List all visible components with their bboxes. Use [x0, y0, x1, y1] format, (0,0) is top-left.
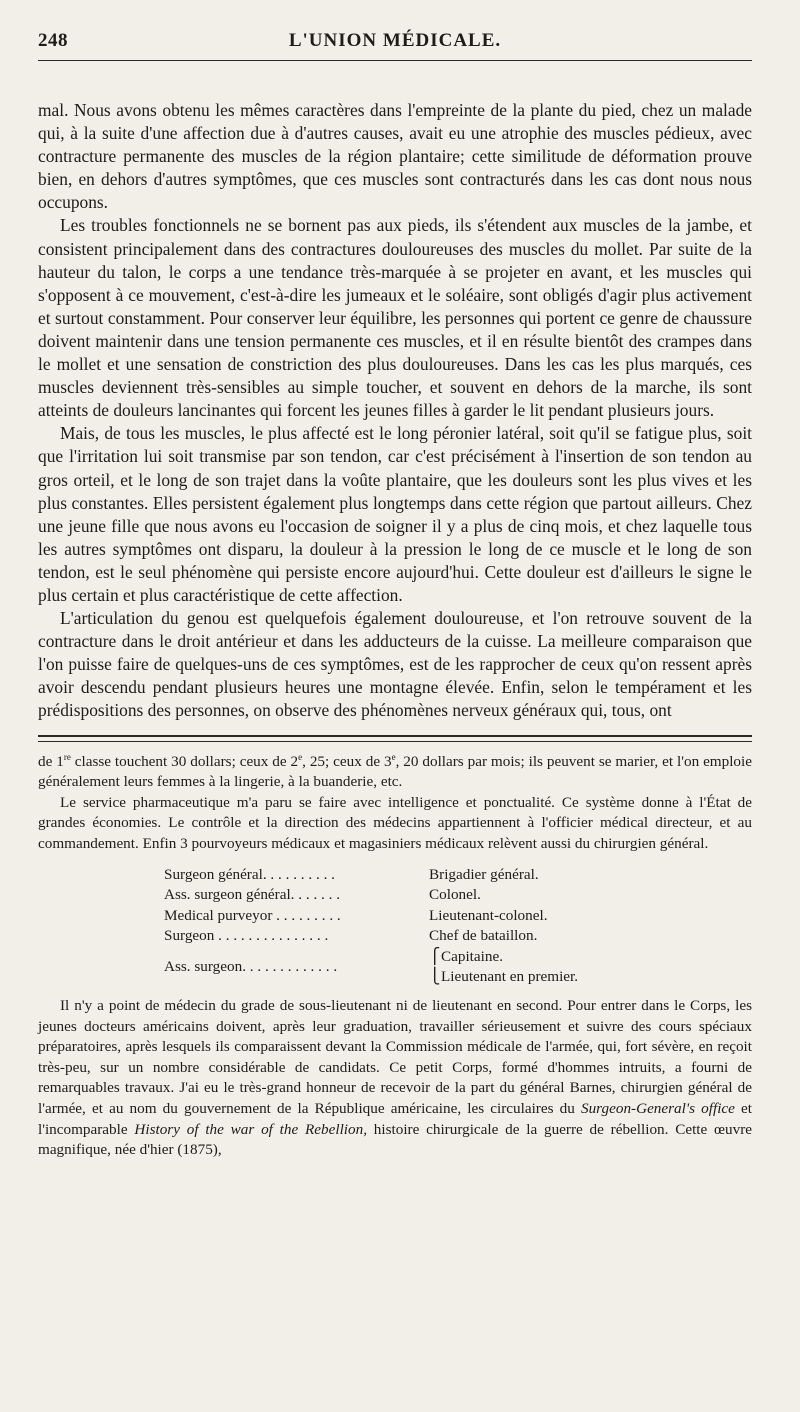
rank-row: [164, 865, 578, 886]
french-rank: Lieutenant-colonel.: [429, 906, 548, 924]
rank-row: [164, 947, 578, 988]
us-rank: Surgeon général. . . . . . . . . .: [164, 865, 335, 883]
french-rank: Colonel.: [429, 886, 481, 904]
rank-row: [164, 885, 578, 906]
rank-row: [164, 926, 578, 947]
ordinal-superscript: re: [63, 751, 71, 762]
footnote-text: , 20 dollars par mois; ils peuvent se marier, et l'on emploie généralement leurs femmes à la lingerie, à la buanderie, etc.: [38, 752, 752, 791]
us-rank: Ass. surgeon général. . . . . . .: [164, 886, 341, 904]
rank-row: [164, 906, 578, 927]
ordinal-superscript: e: [298, 751, 303, 762]
french-rank-pair: [429, 947, 578, 988]
footnote-paragraph: [38, 996, 752, 1161]
body-paragraph: Les troubles fonctionnels ne se bornent pas aux pieds, ils s'étendent aux muscles de la jambe, et consistent principalement dans des contractures douloureuses des muscles du mollet. Par suite de la hauteur du talon, le corps a une tendance très-marquée à se projeter en avant, et les muscles qui s'opposent à ce mouvement, c'est-à-dire les jumeaux et le soléaire, sont obligés d'agir plus activement et surtout constamment. Pour conserver leur équilibre, les personnes qui portent ce genre de chaussure doivent maintenir dans une tension permanente ces muscles, et il en résulte bientôt des crampes dans le mollet et une sensation de constriction des plus douloureuses. Dans les cas les plus marqués, ces muscles deviennent très-sensibles au simple toucher, et souvent en dehors de la marche, ils sont atteints de douleurs lancinantes qui forcent les jeunes filles à garder le lit pendant plusieurs jours.: [38, 215, 752, 421]
footnote-paragraph: Le service pharmaceutique m'a paru se faire avec intelligence et ponctualité. Ce système donne à l'État de grandes économies. Le contrôle et la direction des médecins appartiennent à l'officier médical directeur, et au commandement. Enfin 3 pourvoyeurs médicaux et magasiniers médicaux relèvent aussi du chirurgien général.: [38, 793, 752, 852]
footnote-text: de 1: [38, 752, 64, 770]
brace-glyph: ⎧: [429, 947, 441, 965]
footnote-text: histoire chirurgicale de la guerre de rébellion. Cette œuvre magnifique, née d'hier (1875),: [38, 1120, 752, 1159]
footnote-paragraph: [38, 752, 752, 793]
french-rank: Capitaine.: [441, 947, 503, 965]
main-body-text: [38, 99, 752, 723]
us-rank: Ass. surgeon. . . . . . . . . . . . .: [164, 957, 338, 975]
footnote-separator-rule: [38, 735, 752, 742]
body-paragraph: L'articulation du genou est quelquefois également douloureuse, et l'on retrouve souvent de la contracture dans le droit antérieur et dans les adducteurs de la cuisse. La meilleure comparaison que l'on puisse faire de quelques-uns de ces symptômes, est de les rapprocher de ceux qu'on ressent après avoir descendu pendant plusieurs heures une montagne élevée. Enfin, selon le tempérament et les prédispositions des personnes, on observe des phénomènes nerveux généraux qui, tous, ont: [38, 608, 752, 721]
page: [38, 26, 752, 1161]
italic-title: History of the war of the Rebellion,: [134, 1120, 367, 1138]
french-rank: Chef de bataillon.: [429, 927, 538, 945]
ordinal-superscript: e: [391, 751, 396, 762]
page-number: 248: [38, 30, 68, 51]
brace-glyph: ⎩: [429, 968, 441, 986]
french-rank: Lieutenant en premier.: [441, 968, 579, 986]
footnote-text: , 25; ceux de 3: [302, 752, 392, 770]
us-rank: Medical purveyor . . . . . . . . .: [164, 906, 341, 924]
journal-title: L'UNION MÉDICALE.: [288, 30, 502, 51]
rank-equivalence-table: [164, 865, 578, 989]
running-header: [38, 26, 752, 61]
french-rank: Brigadier général.: [429, 865, 539, 883]
footnote-text: classe touchent 30 dollars; ceux de 2: [70, 752, 299, 770]
footnote: [38, 752, 752, 1161]
body-paragraph: Mais, de tous les muscles, le plus affecté est le long péronier latéral, soit qu'il se fatigue plus, soit que l'irritation lui soit transmise par son tendon, car c'est précisément à l'insertion de son tendon au gros orteil, et le long de son trajet dans la voûte plantaire, que les douleurs sont les plus vives et les plus constantes. Elles persistent également plus longtemps dans cette région que partout ailleurs. Chez une jeune fille que nous avons eu l'occasion de soigner il y a plus de cinq mois, et chez laquelle tous les autres symptômes ont disparu, la douleur à la pression le long de ce muscle et le long de son tendon, est le seul phénomène qui persiste encore aujourd'hui. Cette douleur est d'ailleurs le signe le plus certain et plus caractéristique de cette affection.: [38, 423, 752, 605]
footnote-text: et l'incomparable: [38, 1100, 753, 1138]
italic-title: Surgeon-General's office: [580, 1100, 735, 1118]
footnote-text: Il n'y a point de médecin du grade de sous-lieutenant ni de lieutenant en second. Pour entrer dans le Corps, les jeunes docteurs américains doivent, après leur graduation, travailler sérieusement et suivre des cours spéciaux préparatoires, après lesquels ils comparaissent devant la Commission médicale de l'armée, qui, fort sévère, en reçoit très-peu, sur un nombre considérable de candidats. Ce petit Corps, formé d'hommes intruits, a fourni de remarquables travaux. J'ai eu le très-grand honneur de recevoir de la part du général Barnes, chirurgien général de l'armée, et au nom du gouvernement de la République américaine, les circulaires du: [38, 997, 752, 1118]
us-rank: Surgeon . . . . . . . . . . . . . . .: [164, 927, 329, 945]
body-paragraph: mal. Nous avons obtenu les mêmes caractères dans l'empreinte de la plante du pied, chez un malade qui, à la suite d'une affection due à d'autres causes, avait eu une atrophie des muscles pédieux, avec contracture permanente des muscles de la région plantaire; cette similitude de déformation prouve bien, en dehors d'autres symptômes, que ces muscles sont contracturés dans les cas dont nous nous occupons.: [38, 100, 752, 213]
